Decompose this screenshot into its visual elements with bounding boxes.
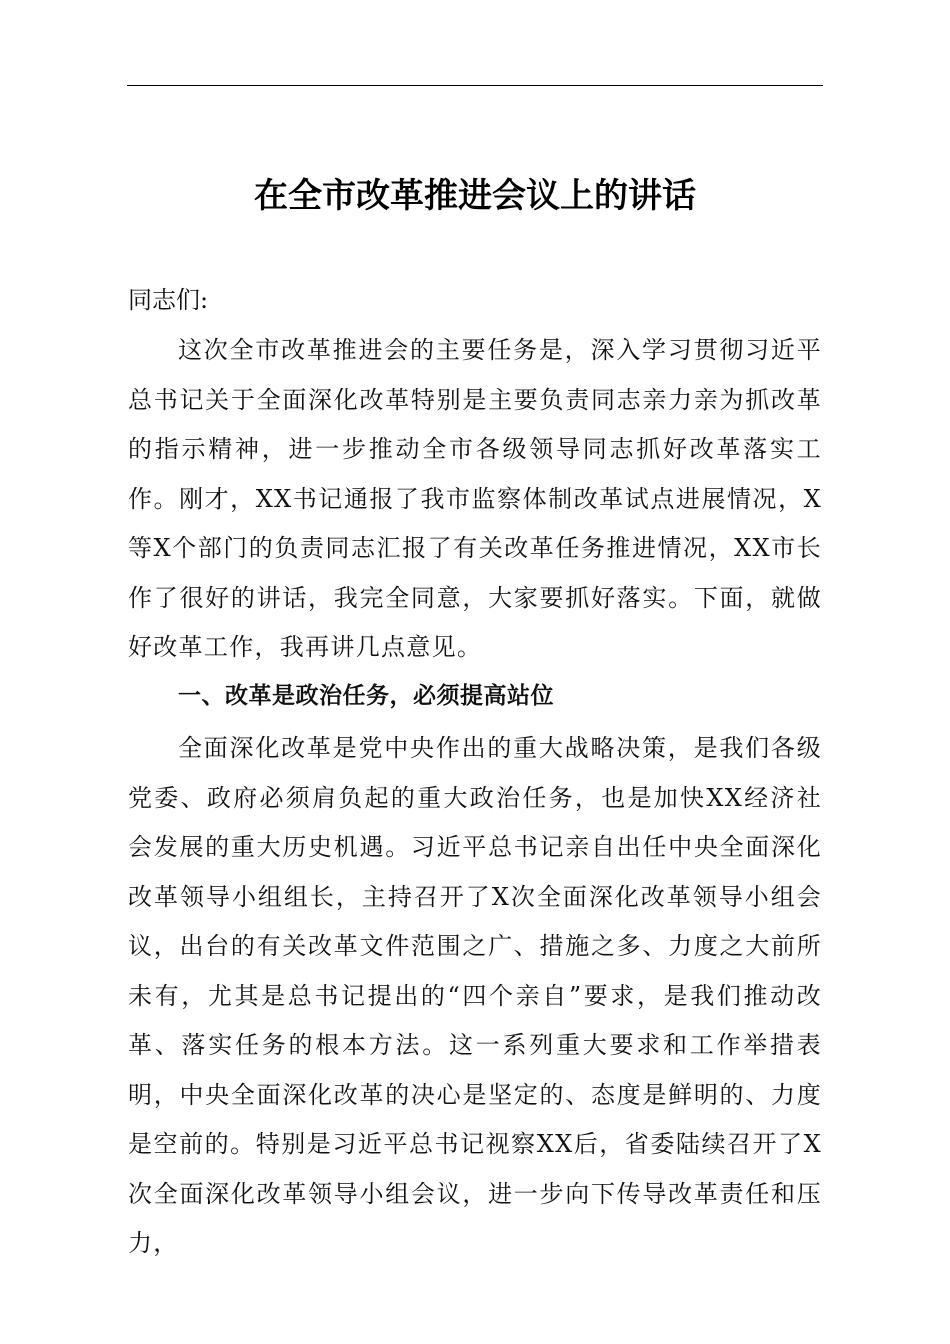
section-heading: 一、改革是政治任务，必须提高站位: [178, 683, 554, 709]
header-rule: [127, 85, 823, 86]
paragraph-section-1: 全面深化改革是党中央作出的重大战略决策，是我们各级党委、政府必须肩负起的重大政治任务，也是加快XX经济社会发展的重大历史机遇。习近平总书记亲自出任中央全面深化改革领导小组组长，主持召开了X次全面深化改革领导小组会议，出台的有关改革文件范围之广、措施之多、力度之大前所未有，尤其是总书记提出的“四个亲自”要求，是我们推动改革、落实任务的根本方法。这一系列重大要求和工作举措表明，中央全面深化改革的决心是坚定的、态度是鲜明的、力度是空前的。特别是习近平总书记视察XX后，省委陆续召开了X次全面深化改革领导小组会议，进一步向下传导改革责任和压力，: [128, 734, 822, 1257]
document-title: 在全市改革推进会议上的讲话: [254, 176, 696, 216]
salutation: 同志们:: [128, 286, 209, 314]
paragraph-intro: 这次全市改革推进会的主要任务是，深入学习贯彻习近平总书记关于全面深化改革特别是主要负责同志亲力亲为抓改革的指示精神，进一步推动全市各级领导同志抓好改革落实工作。刚才，XX书记通报了我市监察体制改革试点进展情况，X等X个部门的负责同志汇报了有关改革任务推进情况，XX市长作了很好的讲话，我完全同意，大家要抓好落实。下面，就做好改革工作，我再讲几点意见。: [128, 336, 822, 661]
